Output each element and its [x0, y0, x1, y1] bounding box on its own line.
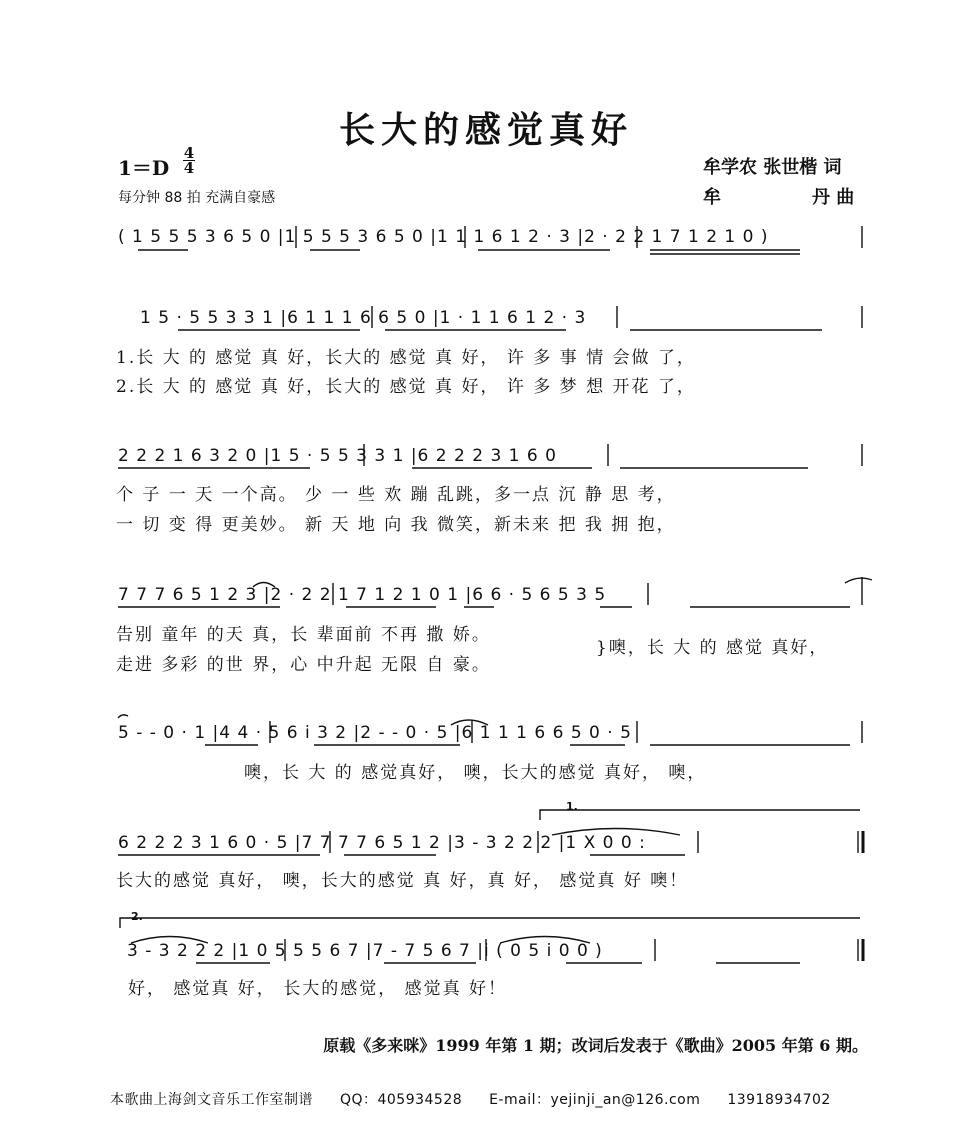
tempo-marking: 每分钟 88 拍 充满自豪感 [118, 190, 276, 206]
tie [500, 937, 590, 944]
composer-credit: 丹 曲 [812, 187, 855, 208]
composer-name: 牟 [703, 187, 721, 208]
volta-1-label: 1. [566, 800, 578, 813]
notation-line-1: ( 1 5 5 5 3 6 5 0 |1 5 5 5 3 6 5 0 |1 1 1 6 1 2 · 3 |2 · 2 2 1 7 1 2 1 0 ) [118, 227, 769, 247]
volta-2-label: 2. [131, 910, 143, 923]
lyrics-line-4-verse-2: 走进 多彩 的世 界，心 中升起 无限 自 豪。 [116, 655, 491, 675]
tie [253, 583, 275, 588]
publication-note: 原载《多来咪》1999 年第 1 期；改词后发表于《歌曲》2005 年第 6 期。 [323, 1036, 868, 1055]
notation-line-4: 7 7 7 6 5 1 2 3 |2 · 2 2 1 7 1 2 1 0 1 |6 6 · 5 6 5 3 5 [118, 585, 607, 605]
key-signature: 1＝D [118, 156, 170, 180]
lyrics-line-6: 长大的感觉 真好， 噢，长大的感觉 真 好，真 好， 感觉真 好 噢！ [116, 871, 689, 891]
song-title: 长大的感觉真好 [338, 109, 633, 151]
lyrics-refrain: }噢，长 大 的 感觉 真好， [596, 638, 829, 658]
lyrics-line-2-verse-1: 1.长 大 的 感觉 真 好，长大的 感觉 真 好， 许 多 事 情 会做 了， [116, 348, 696, 368]
time-signature-top: 4 [183, 144, 195, 162]
tie [845, 578, 872, 583]
lyrics-line-7: 好， 感觉真 好， 长大的感觉， 感觉真 好！ [128, 979, 508, 999]
notation-line-5: 5 - - 0 · 1 |4 4 · 5 6 i 3 2 |2 - - 0 · 5 |6 1 1 1 6 6 5 0 · 5 [118, 723, 632, 743]
tie [451, 720, 488, 725]
time-signature-bottom: 4 [183, 159, 195, 177]
tie [131, 937, 208, 944]
footer-maker: 本歌曲上海剑文音乐工作室制谱 [110, 1092, 313, 1108]
notation-line-3: 2 2 2 1 6 3 2 0 |1 5 · 5 5 3 3 1 |6 2 2 2 3 1 6 0 [118, 446, 557, 466]
volta-2-bracket [120, 918, 860, 928]
tie [118, 715, 128, 718]
lyrics-line-3-verse-2: 一 切 变 得 更美妙。 新 天 地 向 我 微笑，新未来 把 我 拥 抱， [116, 515, 676, 535]
lyrics-line-4-verse-1: 告别 童年 的天 真，长 辈面前 不再 撒 娇。 [116, 625, 491, 645]
volta-1-bracket [540, 810, 860, 820]
tie [552, 829, 680, 836]
lyrics-line-5: 噢，长 大 的 感觉真好， 噢，长大的感觉 真好， 噢， [244, 763, 707, 783]
lyrics-line-2-verse-2: 2.长 大 的 感觉 真 好，长大的 感觉 真 好， 许 多 梦 想 开花 了， [116, 377, 696, 397]
notation-line-6: 6 2 2 2 3 1 6 0 · 5 |7 7 7 7 6 5 1 2 |3 - 3 2 2 2 |1 X 0 0 : [118, 833, 646, 853]
footer-qq: QQ：405934528 [339, 1092, 463, 1108]
footer-phone: 13918934702 [727, 1092, 831, 1108]
lyrics-line-3-verse-1: 个 子 一 天 一个高。 少 一 些 欢 蹦 乱跳，多一点 沉 静 思 考， [116, 485, 676, 505]
lyricist-credit: 牟学农 张世楷 词 [703, 157, 842, 178]
notation-line-7: 3 - 3 2 2 2 |1 0 5 5 5 6 7 |7 - 7 5 6 7 |i ( 0 5 i 0 0 ) [127, 941, 603, 961]
footer-email: E-mail：yejinji_an@126.com [489, 1092, 701, 1108]
notation-line-2: 1 5 · 5 5 3 3 1 |6 1 1 1 6 6 5 0 |1 · 1 1 6 1 2 · 3 [140, 308, 587, 328]
